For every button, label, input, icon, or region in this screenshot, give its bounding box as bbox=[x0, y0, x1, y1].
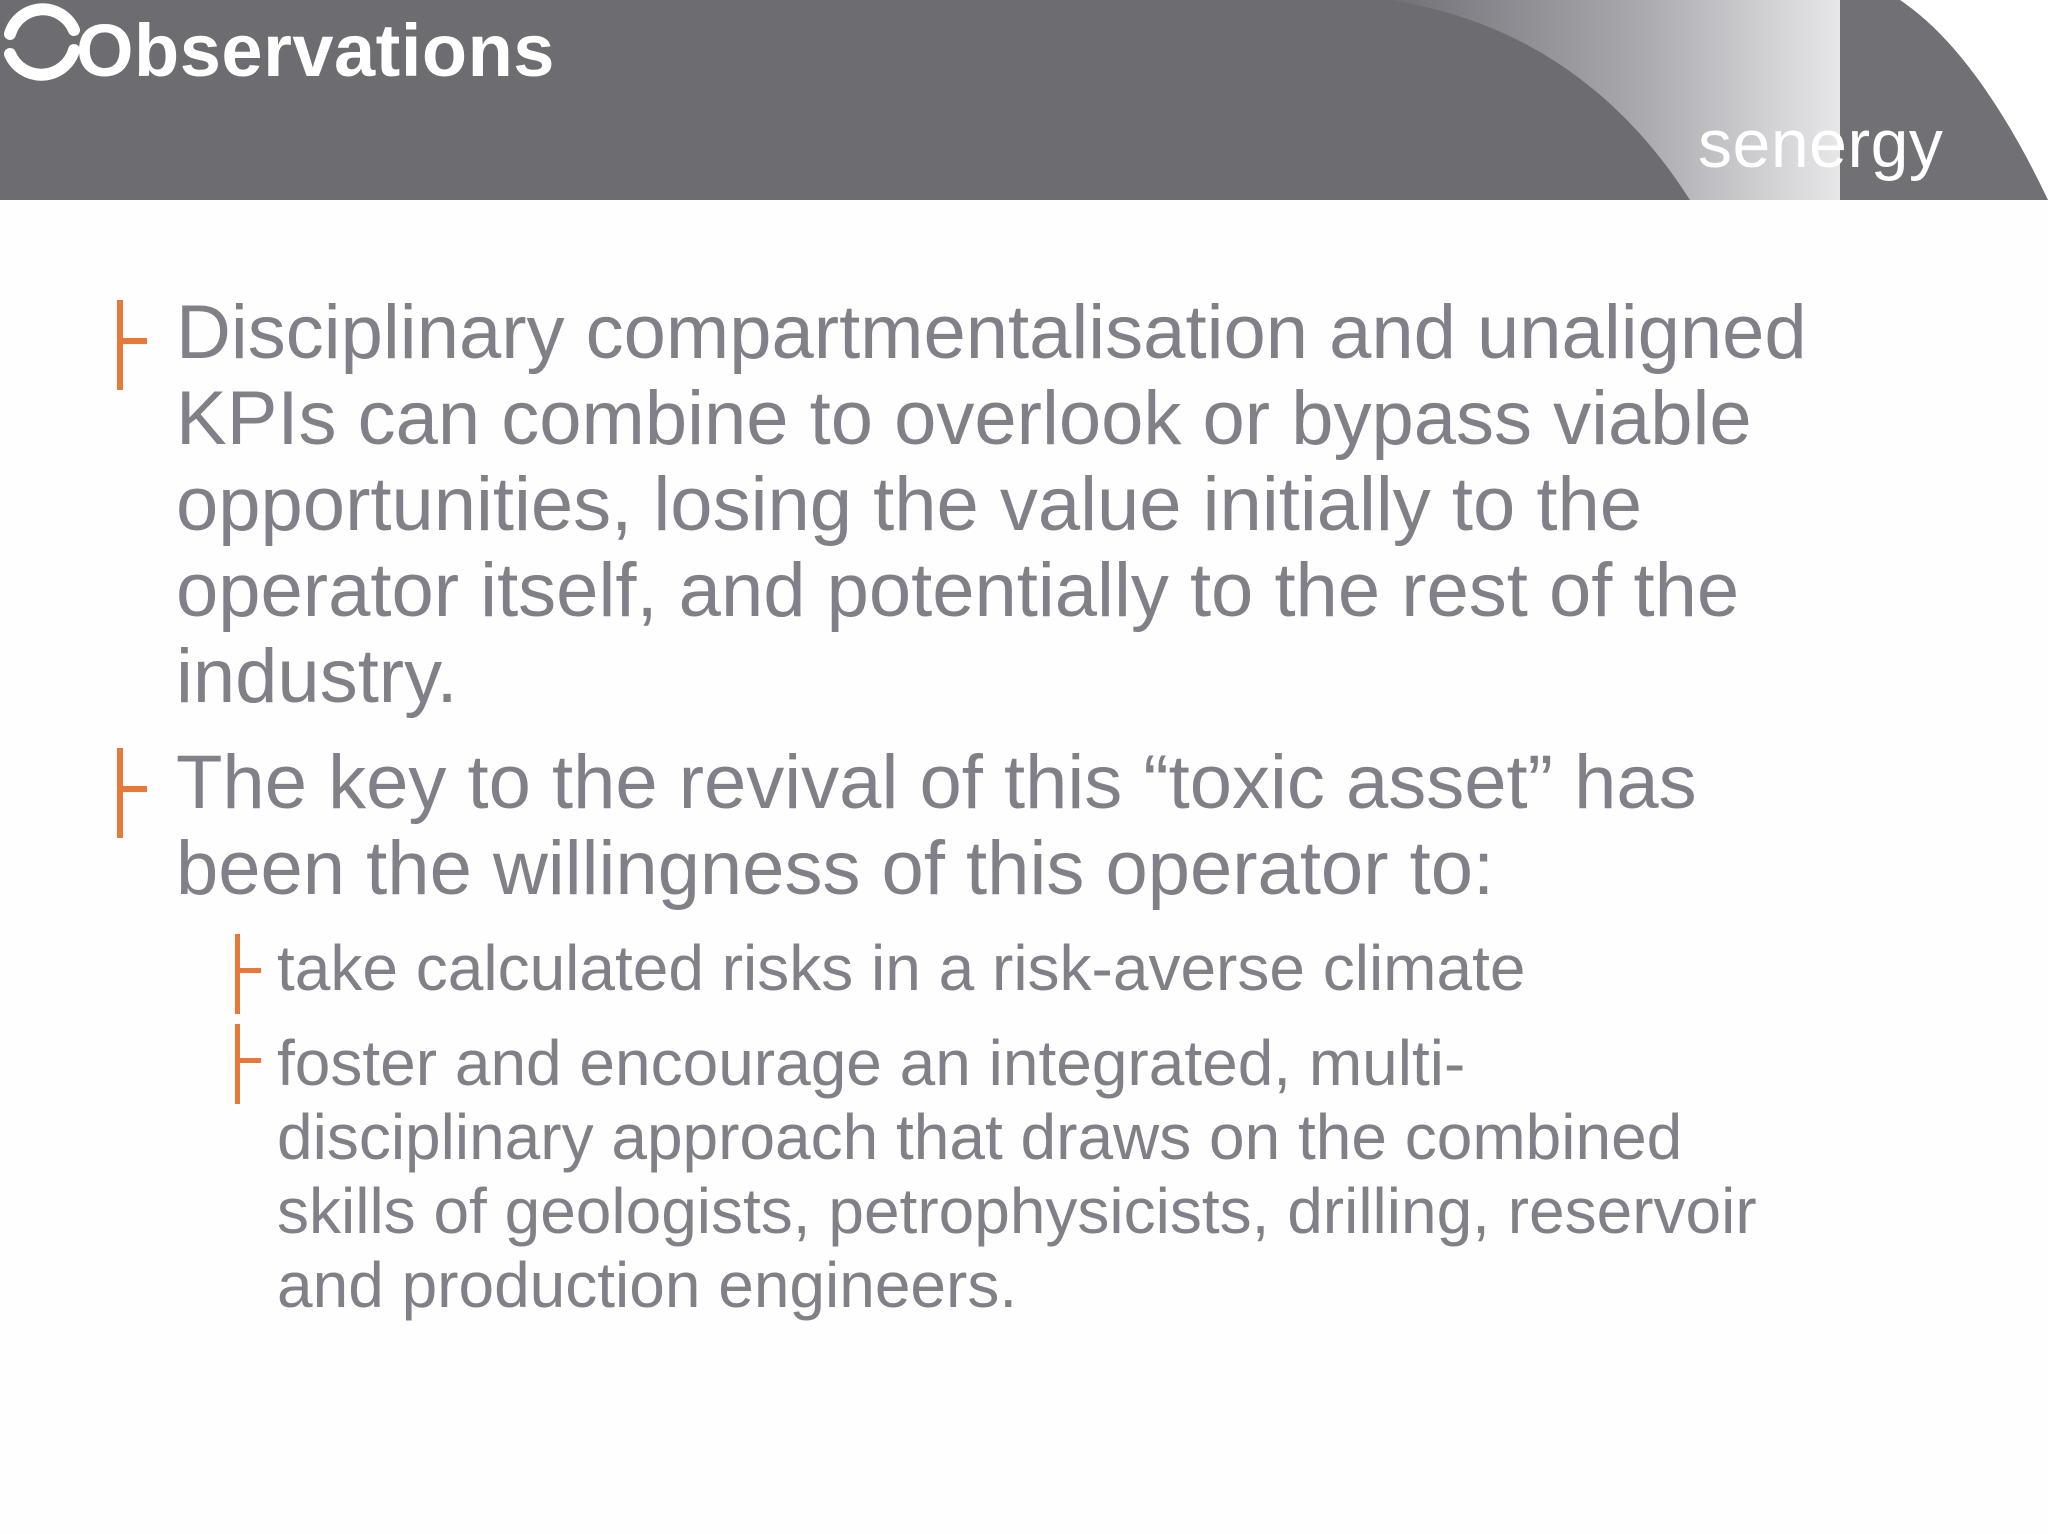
bullet-item: Disciplinary compartmentalisation and unaligned KPIs can combine to overlook or bypass viable opportunities, losing the value initially to the operator itself, and potentially to the rest of the industry. bbox=[176, 290, 1807, 719]
bullet-marker-icon bbox=[114, 748, 150, 838]
sub-bullet-item: take calculated risks in a risk-averse climate bbox=[277, 932, 1526, 1004]
sub-bullet-item: foster and encourage an integrated, multi-disciplinary approach that draws on the combined skills of geologists, petrophysicists, drilling, reservoir and production engineers. bbox=[277, 1027, 1757, 1321]
bullet-marker-icon bbox=[114, 300, 150, 390]
bullet-item: The key to the revival of this “toxic asset” has been the willingness of this operator to: bbox=[176, 740, 1697, 911]
logo-text: senergy bbox=[1698, 106, 1944, 182]
sub-bullet-marker-icon bbox=[232, 1024, 264, 1104]
page-title: Observations bbox=[76, 9, 555, 92]
sub-bullet-marker-icon bbox=[232, 934, 264, 1014]
